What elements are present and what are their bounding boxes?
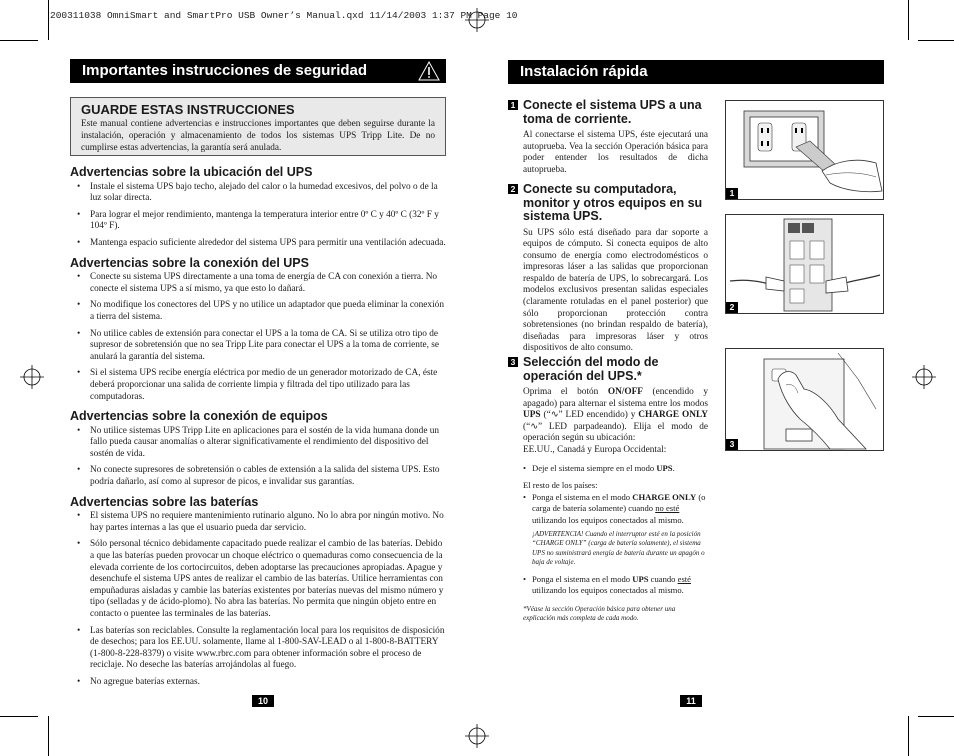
page-number-right: 11 (680, 695, 702, 707)
step-1-number: 1 (508, 100, 518, 110)
list-item: • Ponga el sistema en el modo CHARGE ONLY (o carga de batería solamente) cuando no esté utilizando los equipos conectados al mismo. (523, 491, 706, 525)
page-number-left: 10 (252, 695, 274, 707)
list-item: • Ponga el sistema en el modo UPS cuando esté utilizando los equipos conectados al mismo. (523, 573, 691, 596)
section-heading-location: Advertencias sobre la ubicación del UPS (70, 165, 313, 179)
left-column (70, 167, 446, 697)
list-item: • Las baterías son reciclables. Consulte la reglamentación local para los requisitos de disposición de desechos; para los EE.UU. solamente, llame al 1-800-SAV-LEAD o al 1-800-8-BATTERY (1-800-8-228-8379) o visite www.rbrc.com para obtener información sobre el proceso de reciclaje. No deseche las baterías arrojándolas al fuego. (70, 626, 446, 672)
step-3-title: Selección del modo de operación del UPS.* (523, 355, 659, 383)
step-3-locations: EE.UU., Canadá y Europa Occidental: (523, 444, 667, 455)
figure-1-wall-outlet (725, 100, 884, 200)
box-text: Este manual contiene advertencias e instrucciones importantes que deben seguirse durante la instalación, operación y almacenamiento de todos los sistemas UPS Tripp Lite. De no cumplirse estas advertencias, la garantía será anulada. (81, 119, 435, 153)
list-item: • Instale el sistema UPS bajo techo, alejado del calor o la humedad excesivos, del polvo o de la luz solar directa. (70, 182, 446, 205)
figure-2-ups-rear-panel (725, 214, 884, 314)
step-3 (508, 356, 708, 624)
right-header-bar (508, 60, 884, 84)
list-item: • Deje el sistema siempre en el modo UPS. (523, 462, 675, 473)
figure-3-power-button (725, 348, 884, 451)
wall-outlet-plug-illustration (726, 101, 883, 199)
step-3-footnote: *Véase la sección Operación básica para obtener una explicación más completa de cada modo. (523, 604, 676, 623)
step-2 (508, 183, 708, 355)
list-batteries (70, 511, 446, 688)
list-equipment (70, 426, 446, 489)
list-item: • No modifique los conectores del UPS y no utilice un adaptador que pueda eliminar la conexión a tierra del sistema. (70, 300, 446, 323)
list-item: • Sólo personal técnico debidamente capacitado puede realizar el cambio de las baterías. Debido a que las baterías pueden provocar un choque eléctrico o quemaduras como consecuencia de la elevada corriente de los cortocircuitos, deben adoptarse las precauciones apropiadas. Apague y desenchufe el sistema UPS antes de realizar el cambio de las baterías. Utilice herramientas con empuñaduras aisladas y cambie las baterías existentes por baterías nuevas del mismo número y tipo (selladas y de ácido-plomo). No abra las baterías. No permita que ningún objeto entre en contacto o puentee las terminales de las baterías. (70, 539, 446, 620)
list-item: • No agregue baterías externas. (70, 677, 446, 689)
registration-mark-left-icon (20, 365, 44, 389)
save-instructions-box (70, 97, 446, 156)
section-heading-connection: Advertencias sobre la conexión del UPS (70, 255, 309, 270)
left-header-title: Importantes instrucciones de seguridad (82, 62, 368, 79)
step-3-intro: Oprima el botón ON/OFF (encendido y apagado) para alternar el sistema entre los modos UPS (“∿” LED encendido) y CHARGE ONLY (“∿” LED parpadeando). Elija el modo de operación según su ubicación: (523, 387, 709, 444)
step-3-warning: ¡ADVERTENCIA! Cuando el interruptor esté en la posición “CHARGE ONLY” (carga de batería solamente), el sistema UPS no suministrará energía de batería durante un apagón o baja de voltaje. (532, 529, 705, 567)
step-2-text: Su UPS sólo está diseñado para dar soporte a equipos de cómputo. Si conecta equipos de alto consumo de energía como electrodomésticos o impresoras láser a las salidas que proporcionan respaldo de batería de UPS, lo sobrecargará. Los modelos exclusivos presentan salidas especiales (claramente rotuladas en el panel posterior) que sólo proporcionan protección contra sobretensiones (no brindan respaldo de batería), diseñadas para impresoras láser y otros dispositivos de alto consumo. (523, 227, 708, 354)
list-item: • No utilice sistemas UPS Tripp Lite en aplicaciones para el sostén de la vida humana donde un fallo pueda causar anomalías o alterar significativamente el rendimiento del dispositivo del sostén de vida. (70, 426, 446, 461)
list-item: • Mantenga espacio suficiente alrededor del sistema UPS para permitir una ventilación adecuada. (70, 238, 446, 250)
left-header-bar (70, 59, 446, 83)
section-heading-equipment: Advertencias sobre la conexión de equipos (70, 409, 328, 424)
right-header-title: Instalación rápida (520, 63, 648, 80)
step-3-rest: El resto de los países: (523, 480, 598, 491)
figure-1-number: 1 (726, 188, 738, 199)
figure-3-number: 3 (726, 439, 738, 450)
list-item: • No utilice cables de extensión para conectar el UPS a la toma de CA. Si se utiliza otro tipo de supresor de sobretensión que no sea Tripp Lite para conectar el UPS a la toma de corriente, se anulará la garantía del sistema. (70, 329, 446, 364)
step-3-number: 3 (508, 357, 518, 367)
step-2-number: 2 (508, 184, 518, 194)
registration-mark-right-icon (912, 365, 936, 389)
list-location (70, 182, 446, 250)
list-item: • El sistema UPS no requiere mantenimiento rutinario alguno. No lo abra por ningún motivo. No hay partes internas a las que el usuario pueda dar servicio. (70, 511, 446, 534)
list-item: • Para lograr el mejor rendimiento, mantenga la temperatura interior entre 0º C y 40º C (32º F y 104º F). (70, 210, 446, 233)
registration-mark-bottom-icon (465, 724, 489, 748)
step-1 (508, 99, 708, 176)
list-connection (70, 272, 446, 403)
figure-2-number: 2 (726, 302, 738, 313)
list-item: • Si el sistema UPS recibe energía eléctrica por medio de un generador motorizado de CA, éste deberá proporcionar una salida de corriente limpia y filtrada del tipo utilizado para las computadoras. (70, 368, 446, 403)
wave-led-icon: ∿ (530, 421, 539, 432)
warning-triangle-icon (418, 61, 440, 81)
file-slug: 200311038 OmniSmart and SmartPro USB Owner’s Manual.qxd 11/14/2003 1:37 PM Page 10 (50, 10, 518, 21)
wave-led-icon: ∿ (550, 410, 559, 421)
box-title: GUARDE ESTAS INSTRUCCIONES (81, 102, 295, 117)
section-heading-batteries: Advertencias sobre las baterías (70, 494, 259, 509)
hand-pressing-button-illustration (726, 349, 883, 450)
list-item: • Conecte su sistema UPS directamente a una toma de energía de CA con conexión a tierra. No conecte el sistema UPS a sí mismo, ya que esto lo dañará. (70, 272, 446, 295)
list-item: • No conecte supresores de sobretensión o cables de extensión a la salida del sistema UPS. Esto podría dañarlo, así como al supresor de picos, e invalidar sus garantías. (70, 465, 446, 488)
step-1-text: Al conectarse el sistema UPS, éste ejecutará una autoprueba. Vea la sección Operación básica para poder entender los resultados de dicha autoprueba. (523, 130, 708, 175)
registration-mark-top-icon (465, 8, 489, 32)
step-2-title: Conecte su computadora, monitor y otros equipos en su sistema UPS. (523, 182, 703, 223)
step-1-title: Conecte el sistema UPS a una toma de corriente. (523, 98, 702, 126)
ups-rear-panel-illustration (726, 215, 883, 313)
